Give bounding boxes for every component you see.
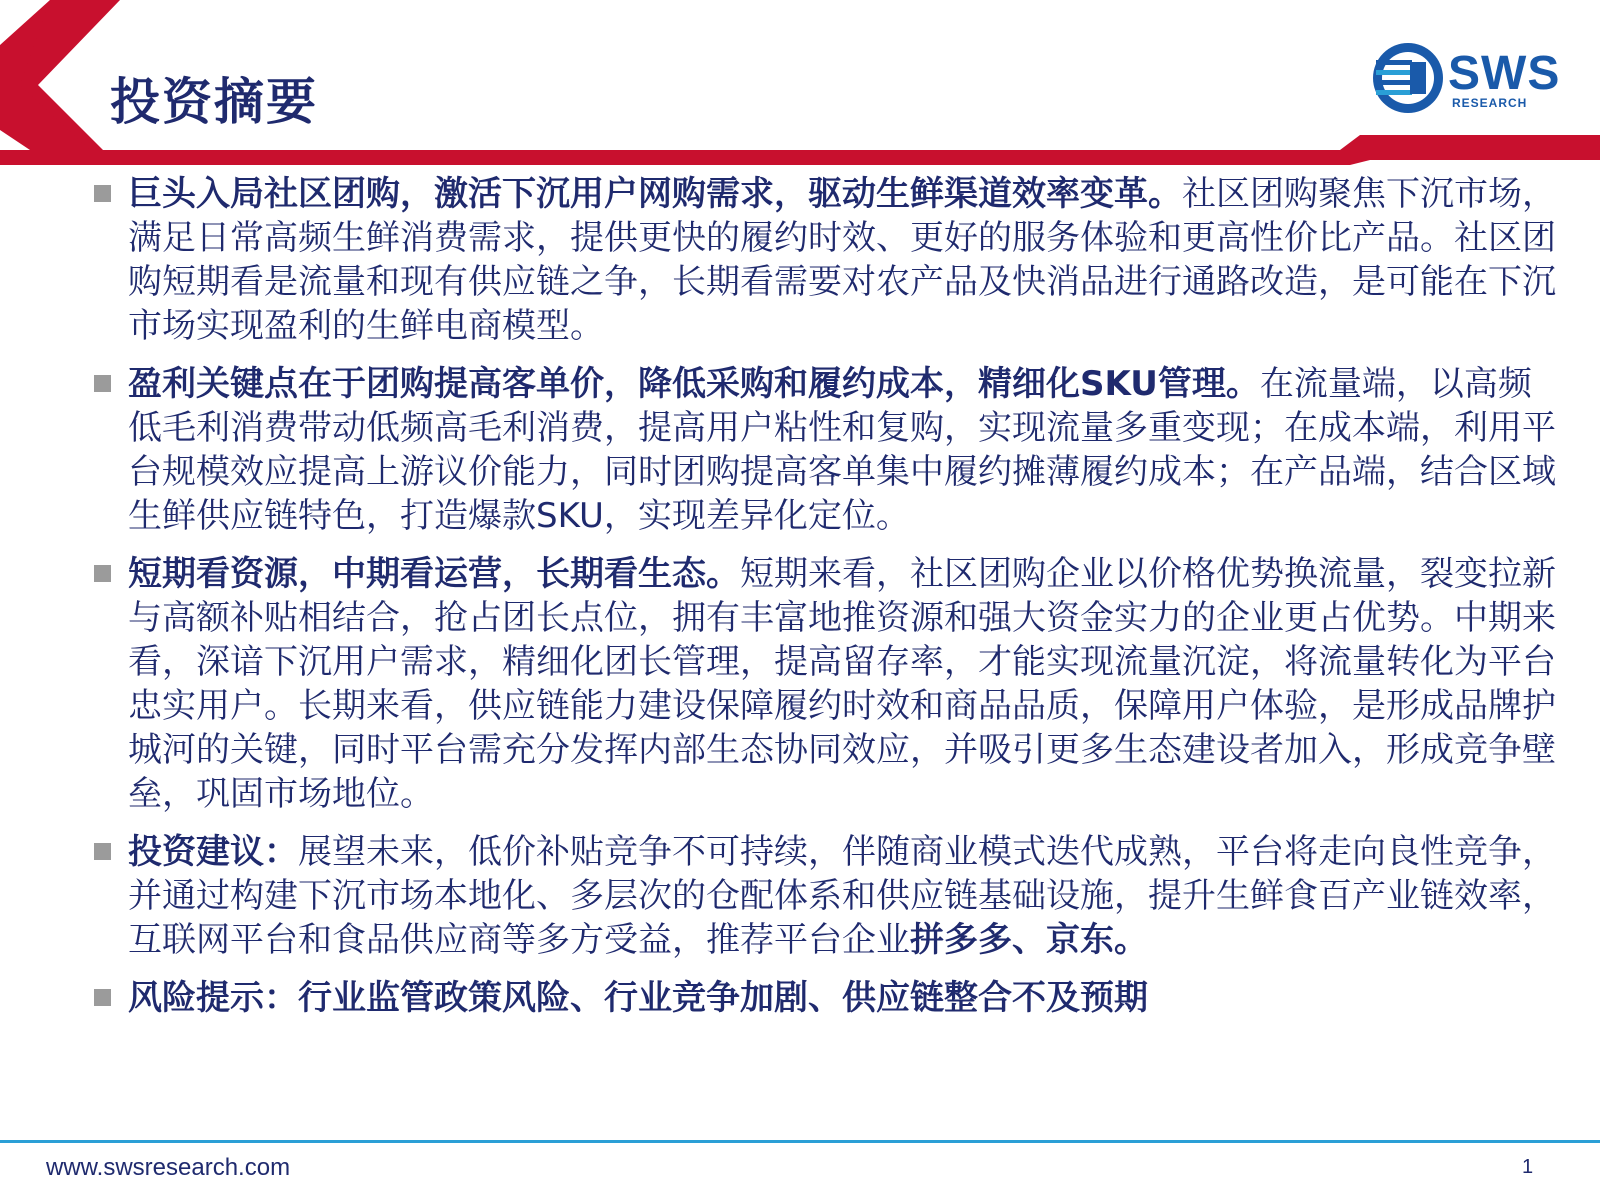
- logo-subtext: RESEARCH: [1452, 96, 1528, 110]
- page-number: 1: [1522, 1156, 1534, 1178]
- bullet-lead: 风险提示：行业监管政策风险、行业竞争加剧、供应链整合不及预期: [128, 978, 1148, 1018]
- bullet-item: [90, 552, 1560, 816]
- page-title: 投资摘要: [110, 72, 318, 131]
- square-bullet-icon: [94, 989, 111, 1006]
- bullet-item: [90, 830, 1560, 962]
- bullet-lead: 盈利关键点在于团购提高客单价，降低采购和履约成本，精细化SKU管理。: [128, 364, 1260, 404]
- bullet-lead: 短期看资源，中期看运营，长期看生态。: [128, 554, 740, 594]
- square-bullet-icon: [94, 565, 111, 582]
- bullet-item: [90, 172, 1560, 348]
- square-bullet-icon: [94, 843, 111, 860]
- footer-divider: [0, 1140, 1600, 1143]
- bullet-body: 社区团购聚焦下沉市场，满足日常高频生鲜消费需求，提供更快的履约时效、更好的服务体验和更高性价比产品。社区团购短期看是流量和现有供应链之争，长期看需要对农产品及快消品进行通路改造，是可能在下沉市场实现盈利的生鲜电商模型。: [128, 174, 1556, 346]
- bullet-item: [90, 362, 1560, 538]
- bullet-item: [90, 976, 1560, 1020]
- logo-wordmark: SWS: [1448, 47, 1561, 100]
- bullet-body: 短期来看，社区团购企业以价格优势换流量，裂变拉新与高额补贴相结合，抢占团长点位，拥有丰富地推资源和强大资金实力的企业更占优势。中期来看，深谙下沉用户需求，精细化团长管理，提高留存率，才能实现流量沉淀，将流量转化为平台忠实用户。长期来看，供应链能力建设保障履约时效和商品品质，保障用户体验，是形成品牌护城河的关键，同时平台需充分发挥内部生态协同效应，并吸引更多生态建设者加入，形成竞争壁垒，巩固市场地位。: [128, 554, 1556, 814]
- summary-list: [90, 172, 1560, 1034]
- bullet-lead: 巨头入局社区团购，激活下沉用户网购需求，驱动生鲜渠道效率变革。: [128, 174, 1182, 214]
- recommended-companies: 拼多多、京东。: [910, 920, 1148, 960]
- square-bullet-icon: [94, 375, 111, 392]
- bullet-lead: 投资建议：: [128, 832, 298, 872]
- bullet-body: 在流量端，以高频低毛利消费带动低频高毛利消费，提高用户粘性和复购，实现流量多重变现；在成本端，利用平台规模效应提高上游议价能力，同时团购提高客单集中履约摊薄履约成本；在产品端，结合区域生鲜供应链特色，打造爆款SKU，实现差异化定位。: [128, 364, 1556, 536]
- square-bullet-icon: [94, 185, 111, 202]
- bullet-body: 展望未来，低价补贴竞争不可持续，伴随商业模式迭代成熟，平台将走向良性竞争，并通过构建下沉市场本地化、多层次的仓配体系和供应链基础设施，提升生鲜食百产业链效率，互联网平台和食品供应商等多方受益，推荐平台企业: [128, 832, 1556, 960]
- footer-url: www.swsresearch.com: [46, 1154, 291, 1181]
